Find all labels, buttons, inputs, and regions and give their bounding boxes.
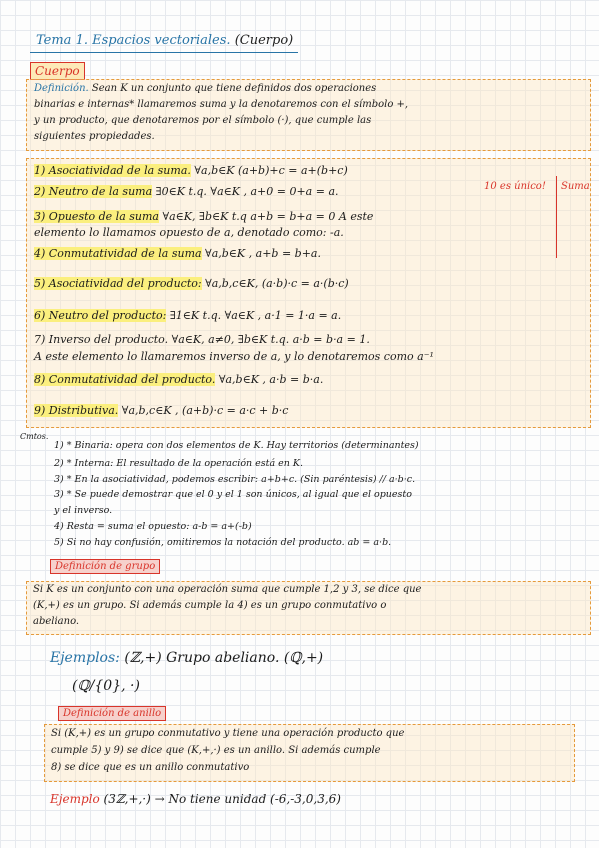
comment-2: 2) * Interna: El resultado de la operación está en K.: [54, 458, 304, 469]
property-3-name: 3) Opuesto de la suma: [34, 210, 159, 223]
property-9-name: 9) Distributiva.: [34, 404, 119, 417]
definition-line-3: y un producto, que denotaremos por el símbolo (·), que cumple las: [34, 115, 372, 126]
property-9-formula: ∀a,b,c∈K , (a+b)·c = a·c + b·c: [118, 404, 289, 417]
property-4: [34, 247, 321, 260]
ring-line-2: cumple 5) y 9) se dice que (K,+,·) es un anillo. Si además cumple: [51, 745, 381, 756]
properties-box: [26, 158, 591, 428]
title-main: Tema 1. Espacios vectoriales.: [36, 33, 231, 48]
comment-3: 3) * En la asociatividad, podemos escribir: a+b+c. (Sin paréntesis) // a·b·c.: [54, 474, 416, 485]
property-4-name: 4) Conmutatividad de la suma: [34, 247, 202, 260]
property-6: [34, 309, 341, 322]
property-4-formula: ∀a,b∈K , a+b = b+a.: [201, 247, 321, 260]
property-5-name: 5) Asociatividad del producto:: [34, 277, 202, 290]
property-8: [34, 373, 323, 386]
title-underline: [30, 52, 298, 53]
property-7: 7) Inverso del producto. ∀a∈K, a≠0, ∃b∈K t.q. a·b = b·a = 1.: [34, 333, 370, 346]
property-3-continued: elemento lo llamamos opuesto de a, denotado como: -a.: [34, 226, 344, 239]
definition-line-2: binarias e internas* llamaremos suma y la denotaremos con el símbolo +,: [34, 99, 409, 110]
ring-example-label: Ejemplo: [50, 792, 100, 806]
title-sub: (Cuerpo): [234, 33, 294, 48]
definition-label: Definición.: [34, 83, 89, 94]
property-9: [34, 404, 288, 417]
property-6-name: 6) Neutro del producto:: [34, 309, 167, 322]
examples-line-1: [50, 650, 323, 666]
comment-4-continued: y el inverso.: [54, 505, 113, 516]
property-1-formula: ∀a,b∈K (a+b)+c = a+(b+c): [190, 164, 348, 177]
ring-example-text: (3ℤ,+,·) → No tiene unidad (-6,-3,0,3,6): [103, 792, 341, 806]
property-5: [34, 277, 349, 290]
comment-1: 1) * Binaria: opera con dos elementos de K. Hay territorios (determinantes): [54, 440, 419, 451]
comment-4: 3) * Se puede demostrar que el 0 y el 1 son únicos, al igual que el opuesto: [54, 489, 412, 500]
property-7-continued: A este elemento lo llamaremos inverso de a, y lo denotaremos como a⁻¹: [34, 350, 434, 363]
page-title: [36, 33, 293, 48]
property-8-formula: ∀a,b∈K , a·b = b·a.: [215, 373, 324, 386]
comments-label: Cmtos.: [20, 432, 49, 441]
property-2-formula: ∃0∈K t.q. ∀a∈K , a+0 = 0+a = a.: [152, 185, 339, 198]
group-line-1: Si K es un conjunto con una operación suma que cumple 1,2 y 3, se dice que: [33, 584, 422, 595]
ring-example: [50, 792, 341, 806]
group-line-2: (K,+) es un grupo. Si además cumple la 4) es un grupo conmutativo o: [33, 600, 387, 611]
definition-text-1: Sean K un conjunto que tiene definidos dos operaciones: [91, 83, 377, 94]
property-2: [34, 185, 339, 198]
property-8-name: 8) Conmutatividad del producto.: [34, 373, 216, 386]
property-6-formula: ∃1∈K t.q. ∀a∈K , a·1 = 1·a = a.: [166, 309, 342, 322]
examples-line-2: (ℚ/{0}, ·): [72, 678, 140, 694]
property-2-name: 2) Neutro de la suma: [34, 185, 153, 198]
group-definition-badge: Definición de grupo: [50, 559, 160, 574]
property-3: [34, 210, 373, 223]
property-5-formula: ∀a,b,c∈K, (a·b)·c = a·(b·c): [201, 277, 349, 290]
cuerpo-badge: Cuerpo: [30, 62, 85, 80]
property-1-name: 1) Asociatividad de la suma.: [34, 164, 191, 177]
definition-line-4: siguientes propiedades.: [34, 131, 155, 142]
ring-definition-badge: Definición de anillo: [58, 706, 166, 721]
examples-text-1: (ℤ,+) Grupo abeliano. (ℚ,+): [124, 650, 324, 666]
ring-line-1: Si (K,+) es un grupo conmutativo y tiene una operación producto que: [51, 728, 405, 739]
definition-line-1: [34, 83, 376, 94]
property-3-formula: ∀a∈K, ∃b∈K t.q a+b = b+a = 0 A este: [158, 210, 374, 223]
ring-line-3: 8) se dice que es un anillo conmutativo: [51, 762, 250, 773]
suma-note: Suma: [561, 181, 590, 192]
unique-note: 10 es único!: [484, 181, 546, 192]
examples-label: Ejemplos:: [50, 650, 120, 666]
property-1: [34, 164, 348, 177]
side-divider: [556, 176, 557, 258]
group-line-3: abeliano.: [33, 616, 80, 627]
comment-6: 5) Si no hay confusión, omitiremos la notación del producto. ab = a·b.: [54, 537, 392, 548]
comment-5: 4) Resta = suma el opuesto: a-b = a+(-b): [54, 521, 252, 532]
